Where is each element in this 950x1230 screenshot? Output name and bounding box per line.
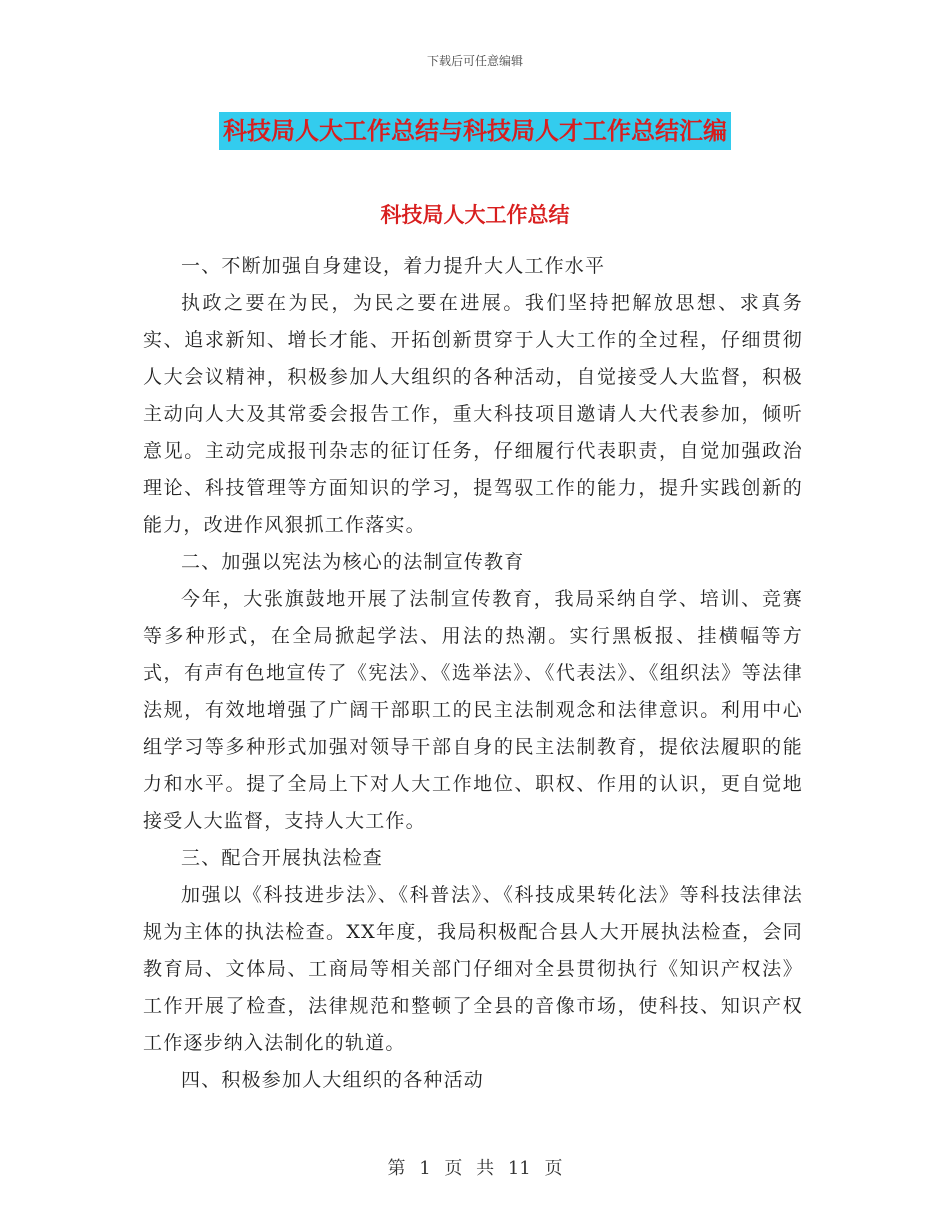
body-paragraph: 执政之要在为民，为民之要在进展。我们坚持把解放思想、求真务实、追求新知、增长才能、开拓创新贯穿于人大工作的全过程，仔细贯彻人大会议精神，积极参加人大组织的各种活动，自觉接受人大监督，积极主动向人大及其常委会报告工作，重大科技项目邀请人大代表参加，倾听意见。主动完成报刊杂志的征订任务，仔细履行代表职责，自觉加强政治理论、科技管理等方面知识的学习，提驾驭工作的能力，提升实践创新的能力，改进作风狠抓工作落实。 [143,292,803,536]
main-title: 科技局人大工作总结与科技局人才工作总结汇编 [219,112,731,150]
heading-paragraph: 一、不断加强自身建设，着力提升大人工作水平 [181,255,606,277]
heading-paragraph: 三、配合开展执法检查 [181,847,384,869]
section-title: 科技局人大工作总结 [380,203,570,227]
body-paragraph: 今年，大张旗鼓地开展了法制宣传教育，我局采纳自学、培训、竞赛等多种形式，在全局掀起学法、用法的热潮。实行黑板报、挂横幅等方式，有声有色地宣传了《宪法》、《选举法》、《代表法》、《组织法》等法律法规，有效地增强了广阔干部职工的民主法制观念和法律意识。利用中心组学习等多种形式加强对领导干部自身的民主法制教育，提依法履职的能力和水平。提了全局上下对人大工作地位、职权、作用的认识，更自觉地接受人大监督，支持人大工作。 [143,588,803,832]
document-body [143,248,803,1099]
body-paragraph: 加强以《科技进步法》、《科普法》、《科技成果转化法》等科技法律法规为主体的执法检查。XX年度，我局积极配合县人大开展执法检查，会同教育局、文体局、工商局等相关部门仔细对全县贯彻执行《知识产权法》工作开展了检查，法律规范和整顿了全县的音像市场，使科技、知识产权工作逐步纳入法制化的轨道。 [143,884,803,1054]
page-number-footer: 第 1 页 共 11 页 [387,1158,563,1179]
page-header-note: 下载后可任意编辑 [426,54,523,68]
main-title-container [0,112,950,150]
heading-paragraph: 四、积极参加人大组织的各种活动 [181,1069,485,1091]
heading-paragraph: 二、加强以宪法为核心的法制宣传教育 [181,551,525,573]
